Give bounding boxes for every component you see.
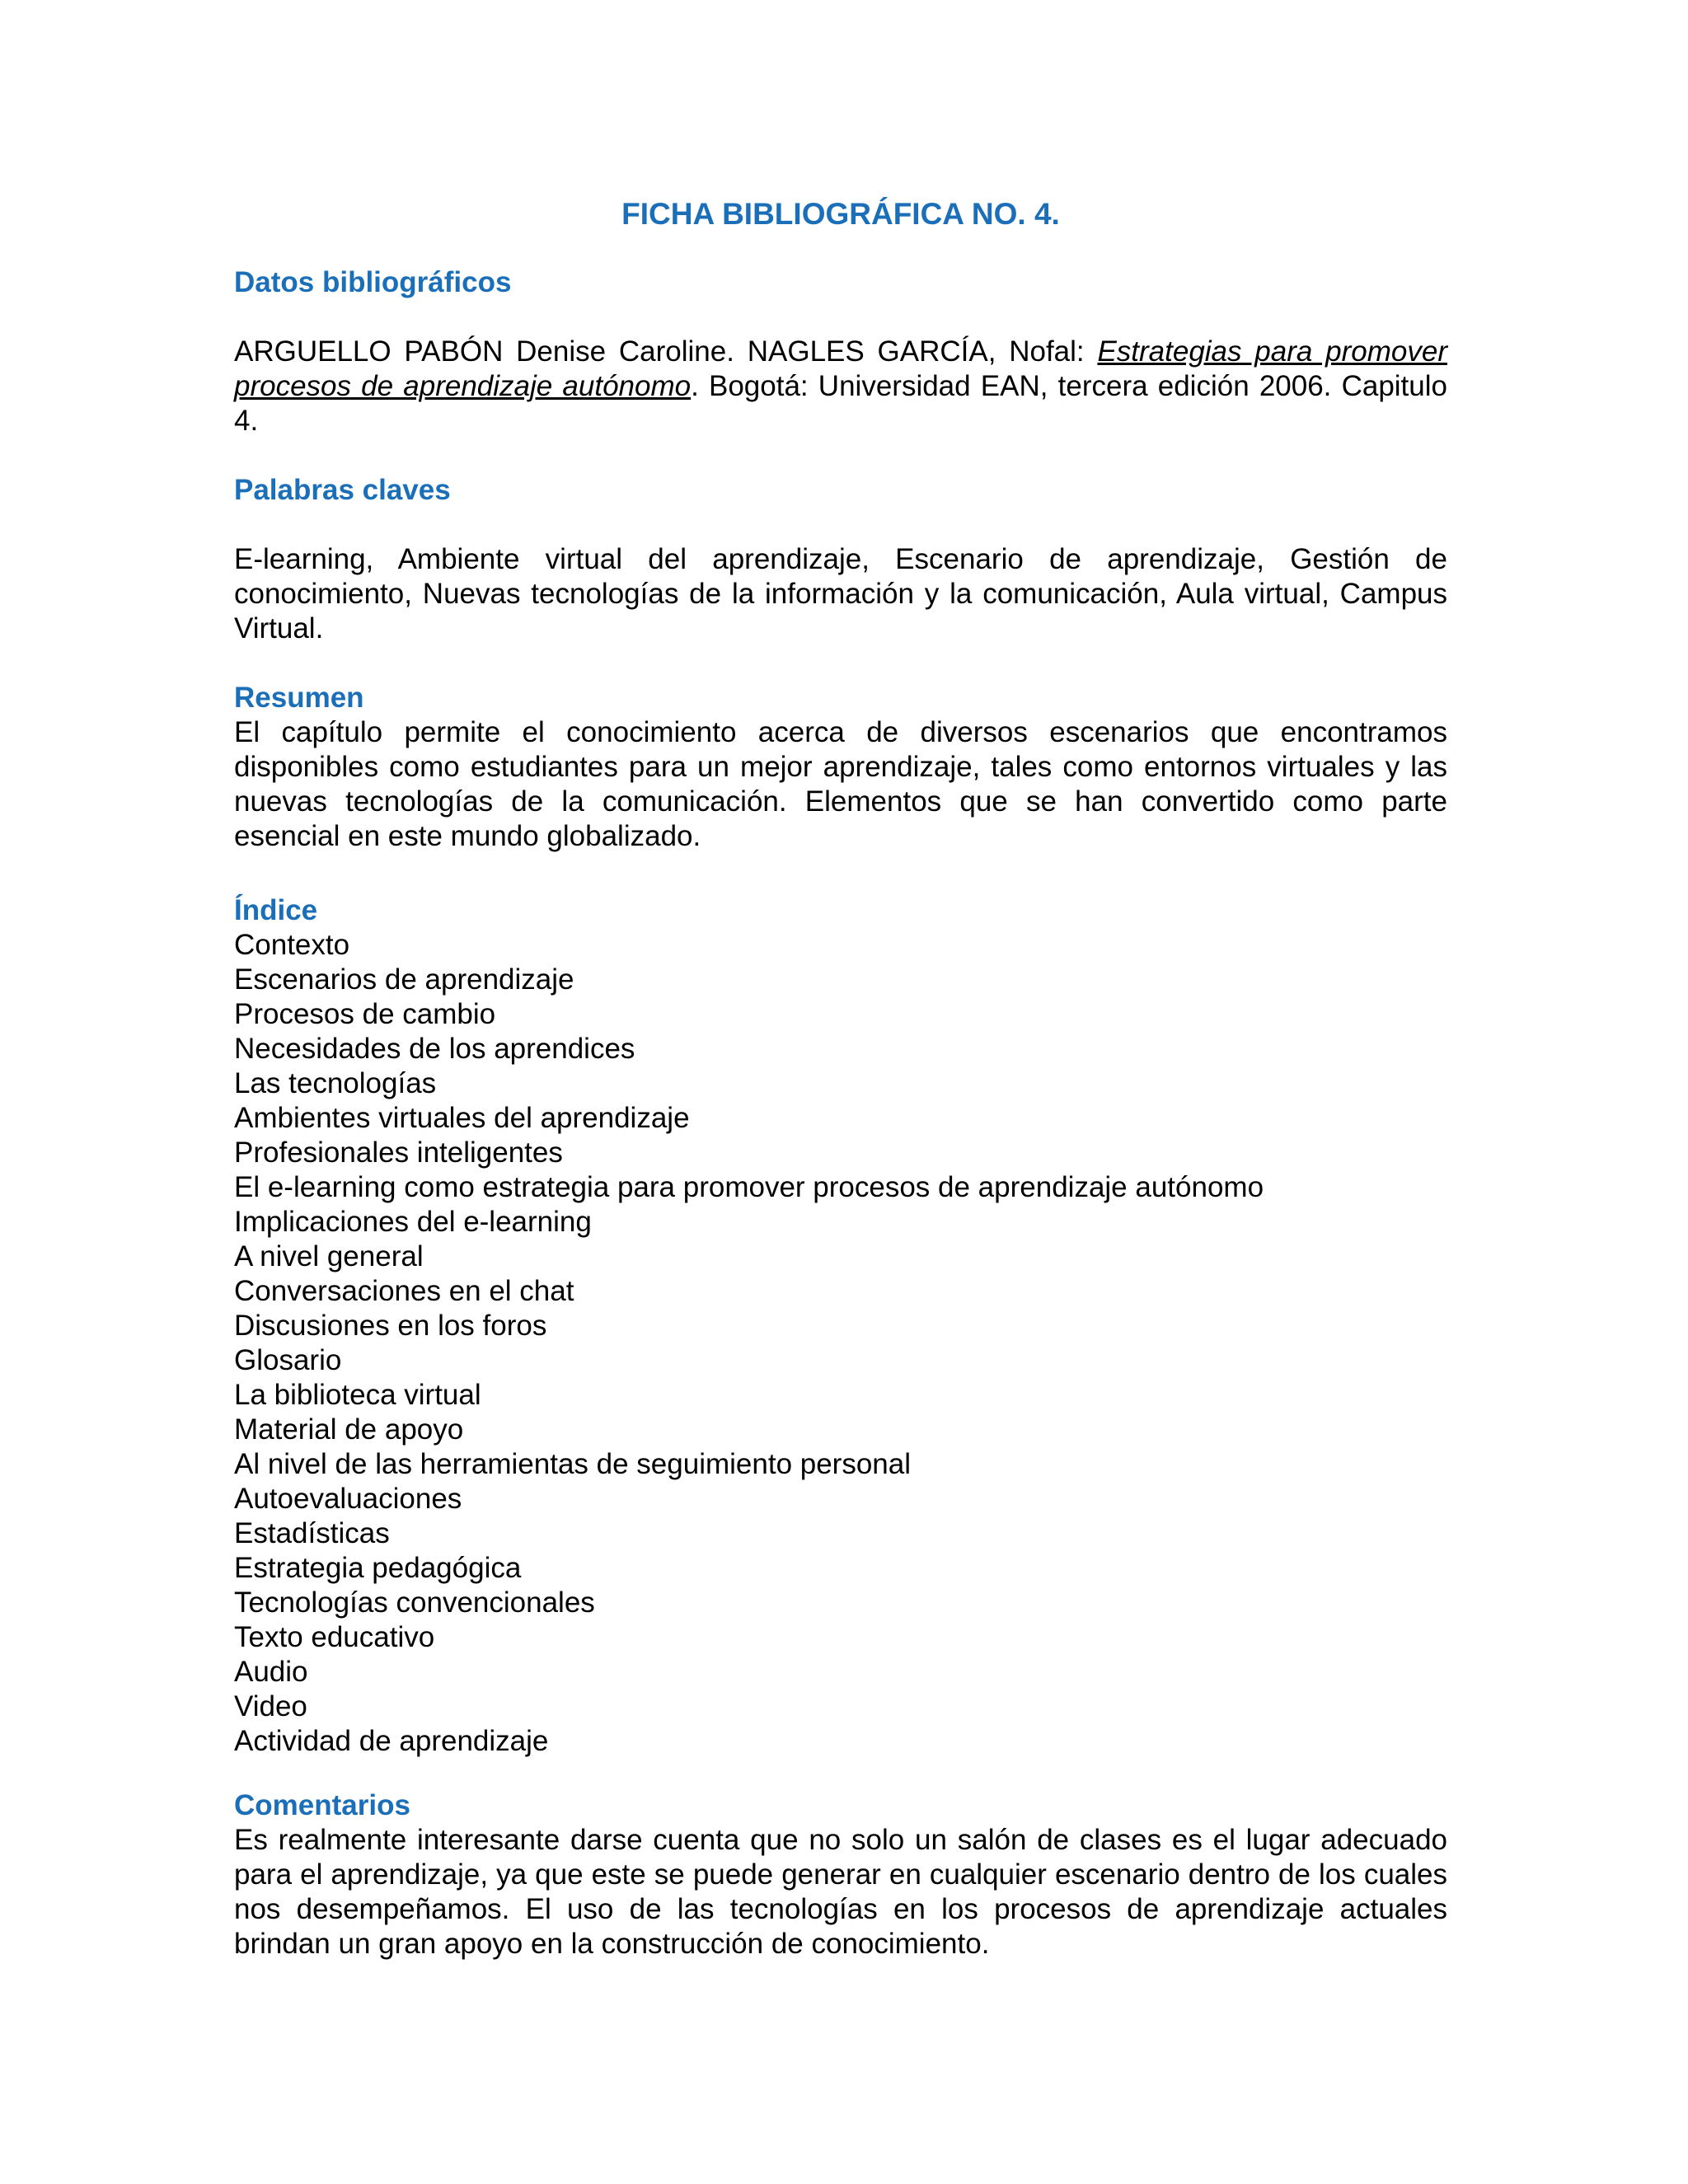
section-heading-palabras: Palabras claves xyxy=(234,474,451,506)
keywords-text: E-learning, Ambiente virtual del aprendizaje, Escenario de aprendizaje, Gestión de conocimiento, Nuevas tecnologías de la información y la comunicación, Aula virtual, Campus Virtual. xyxy=(234,543,1447,644)
index-item: Contexto xyxy=(234,929,350,961)
bibliographic-reference xyxy=(234,335,1447,438)
index-item: Implicaciones del e-learning xyxy=(234,1206,592,1238)
section-heading-resumen: Resumen xyxy=(234,682,364,714)
index-item: Video xyxy=(234,1690,307,1722)
index-item: Al nivel de las herramientas de seguimiento personal xyxy=(234,1448,912,1480)
index-item: El e-learning como estrategia para promover procesos de aprendizaje autónomo xyxy=(234,1171,1264,1203)
comments-text: Es realmente interesante darse cuenta que no solo un salón de clases es el lugar adecuado para el aprendizaje, ya que este se puede generar en cualquier escenario dentro de los cuales nos desempeñamos. El uso de las tecnologías en los procesos de aprendizaje actuales brindan un gran apoyo en la construcción de conocimiento. xyxy=(234,1824,1447,1960)
index-item: Escenarios de aprendizaje xyxy=(234,963,574,996)
index-item: Texto educativo xyxy=(234,1621,435,1653)
summary-text: El capítulo permite el conocimiento acerca de diversos escenarios que encontramos disponibles como estudiantes para un mejor aprendizaje, tales como entornos virtuales y las nuevas tecnologías de la comunicación. Elementos que se han convertido como parte esencial en este mundo globalizado. xyxy=(234,716,1447,852)
index-item: Ambientes virtuales del aprendizaje xyxy=(234,1102,690,1134)
index-item: Audio xyxy=(234,1656,308,1688)
index-item: Autoevaluaciones xyxy=(234,1483,462,1515)
reference-authors: ARGUELLO PABÓN Denise Caroline. NAGLES GARCÍA, Nofal: xyxy=(234,335,1098,368)
index-item: Estadísticas xyxy=(234,1517,390,1549)
index-item: Discusiones en los foros xyxy=(234,1310,547,1342)
index-item: La biblioteca virtual xyxy=(234,1379,481,1411)
index-item: Necesidades de los aprendices xyxy=(234,1033,635,1065)
index-item: Profesionales inteligentes xyxy=(234,1137,563,1169)
reference-publication: . Bogotá: Universidad EAN, tercera edición 2006. Capitulo 4. xyxy=(234,370,1447,437)
section-heading-datos: Datos bibliográficos xyxy=(234,266,512,298)
index-item: A nivel general xyxy=(234,1240,424,1272)
index-item: Tecnologías convencionales xyxy=(234,1586,595,1619)
index-item: Las tecnologías xyxy=(234,1067,437,1099)
index-item: Procesos de cambio xyxy=(234,998,496,1030)
index-item: Glosario xyxy=(234,1344,342,1376)
index-item: Conversaciones en el chat xyxy=(234,1275,574,1307)
index-list xyxy=(234,928,1264,1759)
index-item: Material de apoyo xyxy=(234,1413,464,1446)
section-heading-comentarios: Comentarios xyxy=(234,1789,410,1821)
section-heading-indice: Índice xyxy=(234,894,318,926)
reference-book-title: Estrategias para promover procesos de aprendizaje autónomo xyxy=(234,335,1447,402)
index-item: Actividad de aprendizaje xyxy=(234,1725,549,1757)
page-title: FICHA BIBLIOGRÁFICA NO. 4. xyxy=(621,197,1060,231)
index-item: Estrategia pedagógica xyxy=(234,1552,522,1584)
